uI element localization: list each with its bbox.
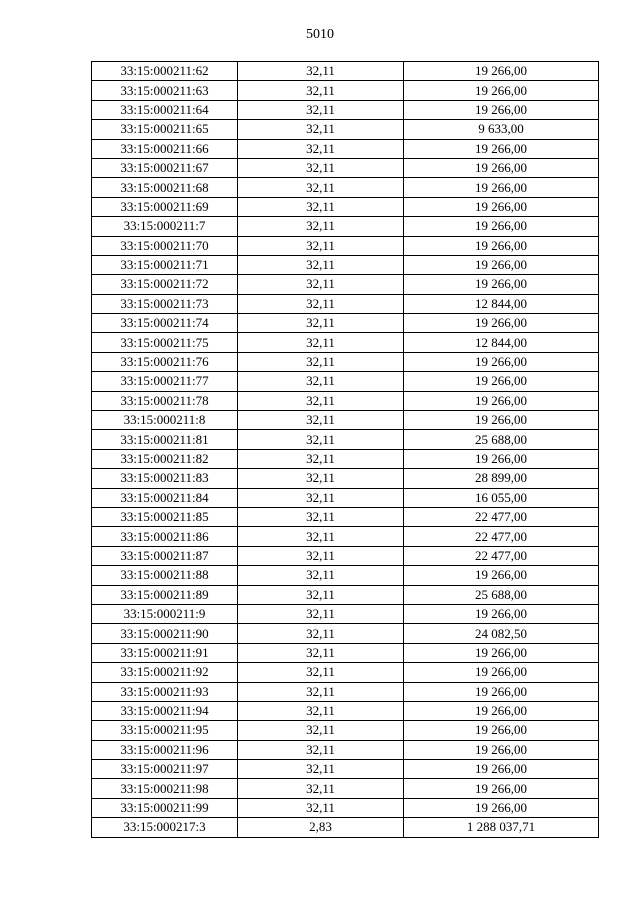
cadastral-number-cell: 33:15:000211:99 [92,798,238,817]
table-row [92,411,599,430]
rate-cell: 32,11 [238,411,404,430]
cadastral-number-cell: 33:15:000211:89 [92,585,238,604]
cadastral-number-cell: 33:15:000211:74 [92,314,238,333]
cadastral-number-cell: 33:15:000211:75 [92,333,238,352]
value-cell: 19 266,00 [404,236,599,255]
value-cell: 19 266,00 [404,100,599,119]
table-row [92,818,599,837]
table-row [92,527,599,546]
value-cell: 22 477,00 [404,507,599,526]
cadastral-number-cell: 33:15:000211:69 [92,197,238,216]
cadastral-number-cell: 33:15:000211:76 [92,352,238,371]
value-cell: 19 266,00 [404,217,599,236]
cadastral-number-cell: 33:15:000211:64 [92,100,238,119]
table-row [92,62,599,81]
value-cell: 19 266,00 [404,760,599,779]
value-cell: 19 266,00 [404,314,599,333]
table-row [92,779,599,798]
table-row [92,701,599,720]
rate-cell: 32,11 [238,604,404,623]
rate-cell: 32,11 [238,643,404,662]
rate-cell: 32,11 [238,275,404,294]
rate-cell: 32,11 [238,760,404,779]
table-row [92,352,599,371]
table-row [92,81,599,100]
cadastral-number-cell: 33:15:000211:66 [92,139,238,158]
table-row [92,391,599,410]
value-cell: 19 266,00 [404,798,599,817]
cadastral-number-cell: 33:15:000211:9 [92,604,238,623]
table-row [92,178,599,197]
rate-cell: 32,11 [238,701,404,720]
value-cell: 19 266,00 [404,391,599,410]
table-row [92,643,599,662]
cadastral-number-cell: 33:15:000211:98 [92,779,238,798]
value-cell: 19 266,00 [404,62,599,81]
rate-cell: 32,11 [238,352,404,371]
cadastral-number-cell: 33:15:000211:81 [92,430,238,449]
cadastral-number-cell: 33:15:000211:84 [92,488,238,507]
value-cell: 19 266,00 [404,682,599,701]
rate-cell: 32,11 [238,798,404,817]
cadastral-number-cell: 33:15:000211:93 [92,682,238,701]
table-row [92,236,599,255]
value-cell: 19 266,00 [404,721,599,740]
value-cell: 19 266,00 [404,275,599,294]
value-cell: 25 688,00 [404,430,599,449]
rate-cell: 32,11 [238,469,404,488]
table-row [92,100,599,119]
rate-cell: 32,11 [238,158,404,177]
cadastral-number-cell: 33:15:000211:8 [92,411,238,430]
rate-cell: 32,11 [238,430,404,449]
rate-cell: 32,11 [238,236,404,255]
table-row [92,469,599,488]
table-row [92,566,599,585]
cadastral-number-cell: 33:15:000211:78 [92,391,238,410]
table-row [92,430,599,449]
value-cell: 19 266,00 [404,81,599,100]
cadastral-number-cell: 33:15:000211:82 [92,449,238,468]
table-row [92,255,599,274]
table-body [92,62,599,838]
table-row [92,217,599,236]
rate-cell: 32,11 [238,449,404,468]
rate-cell: 32,11 [238,333,404,352]
cadastral-number-cell: 33:15:000211:65 [92,120,238,139]
rate-cell: 32,11 [238,566,404,585]
value-cell: 19 266,00 [404,255,599,274]
value-cell: 16 055,00 [404,488,599,507]
cadastral-number-cell: 33:15:000211:63 [92,81,238,100]
table-row [92,682,599,701]
rate-cell: 32,11 [238,507,404,526]
value-cell: 22 477,00 [404,546,599,565]
value-cell: 12 844,00 [404,333,599,352]
value-cell: 19 266,00 [404,158,599,177]
cadastral-number-cell: 33:15:000211:71 [92,255,238,274]
rate-cell: 32,11 [238,120,404,139]
value-cell: 19 266,00 [404,352,599,371]
rate-cell: 32,11 [238,178,404,197]
table-row [92,197,599,216]
value-cell: 28 899,00 [404,469,599,488]
table-row [92,585,599,604]
rate-cell: 32,11 [238,197,404,216]
table-row [92,507,599,526]
value-cell: 19 266,00 [404,779,599,798]
rate-cell: 32,11 [238,546,404,565]
cadastral-number-cell: 33:15:000211:73 [92,294,238,313]
table-row [92,488,599,507]
rate-cell: 32,11 [238,100,404,119]
value-cell: 22 477,00 [404,527,599,546]
rate-cell: 32,11 [238,81,404,100]
cadastral-number-cell: 33:15:000211:90 [92,624,238,643]
value-cell: 19 266,00 [404,566,599,585]
value-cell: 19 266,00 [404,701,599,720]
rate-cell: 2,83 [238,818,404,837]
value-cell: 19 266,00 [404,663,599,682]
rate-cell: 32,11 [238,294,404,313]
rate-cell: 32,11 [238,488,404,507]
cadastral-number-cell: 33:15:000211:92 [92,663,238,682]
value-cell: 9 633,00 [404,120,599,139]
cadastral-number-cell: 33:15:000211:94 [92,701,238,720]
table-row [92,372,599,391]
rate-cell: 32,11 [238,624,404,643]
table-row [92,333,599,352]
rate-cell: 32,11 [238,779,404,798]
table-row [92,314,599,333]
cadastral-number-cell: 33:15:000211:96 [92,740,238,759]
cadastral-number-cell: 33:15:000211:72 [92,275,238,294]
rate-cell: 32,11 [238,314,404,333]
cadastral-number-cell: 33:15:000211:83 [92,469,238,488]
value-cell: 12 844,00 [404,294,599,313]
rate-cell: 32,11 [238,663,404,682]
value-cell: 24 082,50 [404,624,599,643]
rate-cell: 32,11 [238,372,404,391]
table-row [92,721,599,740]
value-cell: 19 266,00 [404,372,599,391]
rate-cell: 32,11 [238,62,404,81]
value-cell: 19 266,00 [404,643,599,662]
value-cell: 19 266,00 [404,178,599,197]
cadastral-number-cell: 33:15:000211:86 [92,527,238,546]
value-cell: 19 266,00 [404,197,599,216]
rate-cell: 32,11 [238,721,404,740]
value-cell: 19 266,00 [404,449,599,468]
table-row [92,740,599,759]
table-row [92,798,599,817]
value-cell: 19 266,00 [404,604,599,623]
cadastral-number-cell: 33:15:000211:97 [92,760,238,779]
cadastral-number-cell: 33:15:000211:68 [92,178,238,197]
cadastral-number-cell: 33:15:000211:91 [92,643,238,662]
table-row [92,449,599,468]
value-cell: 19 266,00 [404,740,599,759]
rate-cell: 32,11 [238,391,404,410]
rate-cell: 32,11 [238,740,404,759]
value-cell: 25 688,00 [404,585,599,604]
table-row [92,294,599,313]
table-row [92,663,599,682]
table-row [92,275,599,294]
table-row [92,546,599,565]
table-row [92,120,599,139]
cadastral-number-cell: 33:15:000211:67 [92,158,238,177]
cadastral-number-cell: 33:15:000211:62 [92,62,238,81]
value-cell: 19 266,00 [404,411,599,430]
table-row [92,624,599,643]
page-number: 5010 [306,27,334,42]
rate-cell: 32,11 [238,527,404,546]
table-row [92,604,599,623]
table-row [92,760,599,779]
value-cell: 19 266,00 [404,139,599,158]
cadastral-number-cell: 33:15:000211:88 [92,566,238,585]
rate-cell: 32,11 [238,682,404,701]
rate-cell: 32,11 [238,217,404,236]
cadastral-number-cell: 33:15:000211:85 [92,507,238,526]
rate-cell: 32,11 [238,139,404,158]
cadastral-number-cell: 33:15:000211:7 [92,217,238,236]
value-cell: 1 288 037,71 [404,818,599,837]
cadastral-number-cell: 33:15:000211:95 [92,721,238,740]
cadastral-value-table [91,61,599,838]
rate-cell: 32,11 [238,255,404,274]
table-row [92,158,599,177]
cadastral-number-cell: 33:15:000211:70 [92,236,238,255]
cadastral-number-cell: 33:15:000211:87 [92,546,238,565]
cadastral-number-cell: 33:15:000211:77 [92,372,238,391]
rate-cell: 32,11 [238,585,404,604]
table-row [92,139,599,158]
cadastral-number-cell: 33:15:000217:3 [92,818,238,837]
